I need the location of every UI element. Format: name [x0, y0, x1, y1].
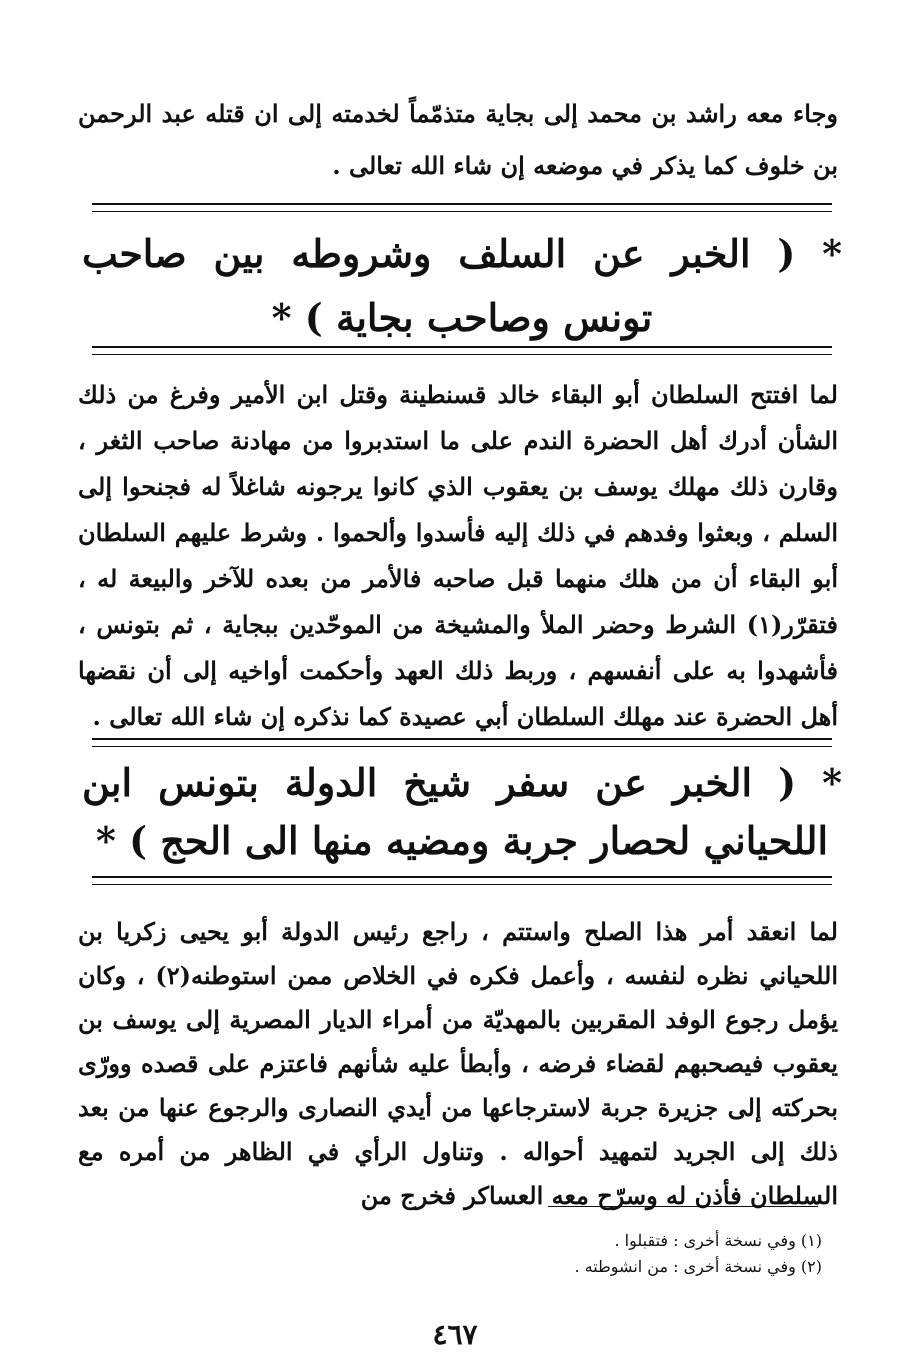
section-divider-bottom — [92, 346, 832, 348]
section2-heading: * ( الخبر عن سفر شيخ الدولة بتونس ابن اللحياني لحصار جربة ومضيه منها الى الحج ) * — [82, 760, 842, 863]
section2-body — [78, 910, 838, 1218]
section1-body — [78, 372, 838, 740]
section-divider-top — [92, 738, 832, 740]
section-divider-top — [92, 203, 832, 205]
section1-heading: * ( الخبر عن السلف وشروطه بين صاحب تونس وصاحب بجاية ) * — [82, 231, 842, 340]
section-divider-bottom-thin — [92, 884, 832, 885]
footnote-1: (١) وفي نسخة أخرى : فتقبلوا . — [614, 1231, 822, 1250]
page-number: ٤٦٧ — [432, 1318, 478, 1351]
section1-text: لما افتتح السلطان أبو البقاء خالد قسنطينة وقتل ابن الأمير وفرغ من ذلك الشأن أدرك أهل الحضرة الندم على ما استدبروا من مهادنة صاحب الثغر ، وقارن ذلك مهلك يوسف بن يعقوب الذي كانوا يرجونه شاغلاً له فجنحوا إلى السلم ، وبعثوا وفدهم في ذلك إليه فأسدوا وألحموا . وشرط عليهم السلطان أبو البقاء أن من هلك منهما قبل صاحبه فالأمر من بعده للآخر والبيعة له ، فتقرّر(١) الشرط وحضر الملأ والمشيخة من الموحّدين ببجاية ، ثم بتونس ، فأشهدوا به على أنفسهم ، وربط ذلك العهد وأحكمت أواخيه إلى أن نقضها أهل الحضرة عند مهلك السلطان أبي عصيدة كما نذكره إن شاء الله تعالى . — [78, 380, 838, 731]
section-divider-top-thin — [92, 211, 832, 212]
section-heading — [82, 754, 842, 870]
footnotes — [450, 1228, 822, 1280]
section-divider-bottom-thin — [92, 354, 832, 355]
section2-text: لما انعقد أمر هذا الصلح واستتم ، راجع رئيس الدولة أبو يحيى زكريا بن اللحياني نظره لنفسه ، وأعمل فكره في الخلاص ممن استوطنه(٢) ، وكان يؤمل رجوع الوفد المقربين بالمهديّة من أمراء الديار المصرية إلى يوسف بن يعقوب فيصحبهم لقضاء فرضه ، وأبطأ عليه شأنهم فاعتزم على قصده وورّى بحركته إلى جزيرة جربة لاسترجاعها من أيدي النصارى والرجوع عنها من بعد ذلك إلى الجريد لتمهيد أحواله . وتناول الرأي في الظاهر من أمره مع السلطان فأذن له وسرّح معه العساكر فخرج من — [78, 917, 839, 1210]
footnote-divider — [548, 1206, 818, 1207]
section-divider-top-thin — [92, 746, 832, 747]
section-heading — [82, 222, 842, 350]
intro-text: وجاء معه راشد بن محمد إلى بجاية متذمّماً لخدمته إلى ان قتله عبد الرحمن بن خلوف كما يذكر في موضعه إن شاء الله تعالى . — [78, 99, 839, 180]
footnote-2: (٢) وفي نسخة أخرى : من انشوطته . — [574, 1257, 822, 1276]
section-divider-bottom — [92, 876, 832, 878]
intro-paragraph — [78, 88, 838, 192]
